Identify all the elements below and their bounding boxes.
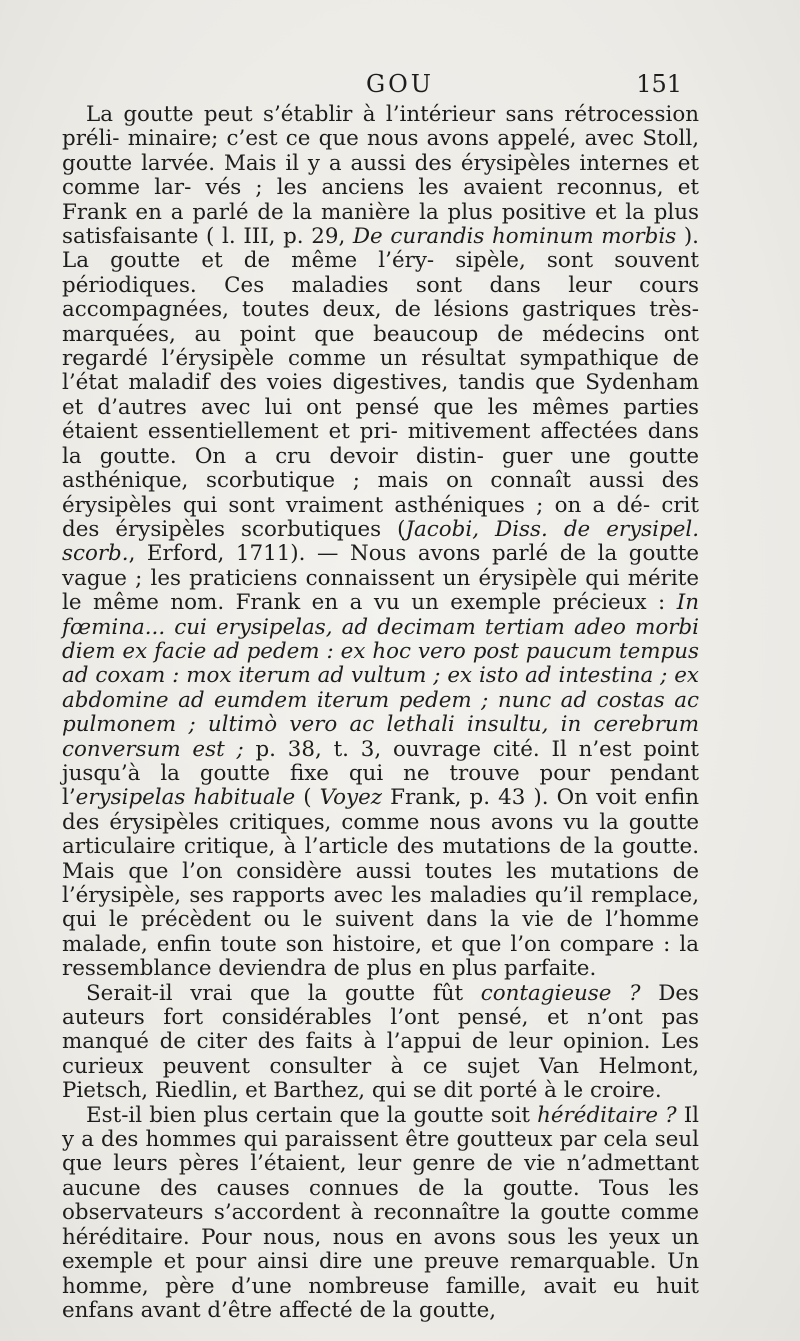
p1-line-12: ont pensé que les mêmes parties étaient essentiellement et pri-: [62, 394, 699, 445]
p2-contagieuse: contagieuse ?: [480, 980, 641, 1006]
page-number: 151: [636, 70, 682, 98]
p1-line-4: vés ; les anciens les avaient reconnus, et Frank en a parlé de: [62, 175, 699, 225]
page-header: [0, 70, 800, 104]
p1-line-5: la manière la plus positive et la plus satisfaisante ( l. III, p. 29,: [62, 199, 699, 250]
p2-after: Des auteurs fort considérables l’ont pensé, et n’ont pas manqué de citer des faits à l’appui de leur opinion. Les curieux peuvent consulter à ce sujet Van Helmont, Pietsch, Riedlin, et Barthez, qui se dit porté à le croire.: [62, 980, 699, 1104]
p1-line-8: cours accompagnées, toutes deux, de lésions gastriques très-: [62, 272, 699, 323]
p1-line-6: ). La goutte et de même l’éry-: [62, 224, 699, 274]
p1-voyez: Voyez: [319, 785, 383, 811]
p1-line-9: marquées, au point que beaucoup de médecins ont regardé: [62, 321, 699, 372]
p3-before: Est-il bien plus certain que la goutte soit: [86, 1102, 538, 1128]
p1-line-7: sipèle, sont souvent périodiques. Ces maladies sont dans leur: [62, 248, 700, 298]
paragraph-3: [62, 1104, 699, 1324]
p3-hereditaire: héréditaire ?: [537, 1102, 677, 1128]
p1-line-3: larvée. Mais il y a aussi des érysipèles internes et comme lar-: [62, 150, 699, 201]
p1-line-11: des voies digestives, tandis que Sydenham et d’autres avec lui: [62, 370, 699, 420]
p1-after-jacobi: , Erford, 1711). — Nous avons parlé de la goutte vague ; les praticiens connaissent un érysipèle qui mérite le même nom. Frank en a vu un exemple précieux :: [62, 541, 699, 616]
p1-line-10: l’érysipèle comme un résultat sympathique de l’état maladif: [62, 346, 699, 396]
running-head: GOU: [365, 70, 435, 98]
p1-line-13: mitivement affectées dans la goutte. On a cru devoir distin-: [62, 419, 699, 469]
p1-line-2: minaire; c’est ce que nous avons appelé, avec Stoll, goutte: [62, 126, 699, 176]
p3-after: Il y a des hommes qui paraissent être goutteux par cela seul que leurs pères l’étaient, leur genre de vie n’admettant aucune des causes connues de la goutte. Tous les observateurs s’accordent à reconnaître la goutte comme héréditaire. Pour nous, nous en avons sous les yeux un exemple et pour ainsi dire une preuve remarquable. Un homme, père d’une nombreuse famille, avait eu huit enfans avant d’être affecté de la goutte,: [62, 1102, 700, 1323]
p2-before: Serait-il vrai que la goutte fût: [86, 980, 481, 1006]
p1-erysipelas-habituale: erysipelas habituale: [75, 785, 296, 811]
p1-line-1: La goutte peut s’établir à l’intérieur sans rétrocession préli-: [62, 102, 699, 152]
p1-citation-title: De curandis hominum morbis: [352, 224, 677, 250]
p1-latin-quote: In fœmina... cui erysipelas, ad decimam tertiam adeo morbi diem ex facie ad pedem : ex hoc vero post paucum tempus ad coxam : mox iterum ad vultum ; ex isto ad intestina ; ex abdomine ad eumdem iterum pedem ; nunc ad costas ac pulmonem ; ultimò vero ac lethali insultu, in cerebrum conversum est ;: [62, 590, 699, 762]
p1-after-latin: p. 38, t. 3, ouvrage cité. Il n’est point jusqu’à la goutte fixe qui ne trouve pour pendant l’: [62, 736, 700, 811]
p1-after-habituale: (: [295, 785, 320, 811]
paragraph-1: [62, 103, 699, 982]
p1-closing: Frank, p. 43 ). On voit enfin des érysipèles critiques, comme nous avons vu la goutte articulaire critique, à l’article des mutations de la goutte. Mais que l’on considère aussi toutes les mutations de l’érysipèle, ses rapports avec les maladies qu’il remplace, qui le précèdent ou le suivent dans la vie de l’homme malade, enfin toute son histoire, et que l’on compare : la ressemblance deviendra de plus en plus parfaite.: [62, 785, 699, 982]
p1-line-16: crit des érysipèles scorbutiques (: [62, 492, 699, 542]
body-text: [62, 103, 699, 1323]
p1-jacobi-citation: Jacobi, Diss. de erysipel. scorb.: [62, 516, 699, 567]
p1-line-15: aussi des érysipèles qui sont vraiment asthéniques ; on a dé-: [62, 468, 699, 518]
p1-line-14: guer une goutte asthénique, scorbutique ; mais on connaît: [62, 443, 699, 494]
paragraph-2: [62, 982, 699, 1104]
